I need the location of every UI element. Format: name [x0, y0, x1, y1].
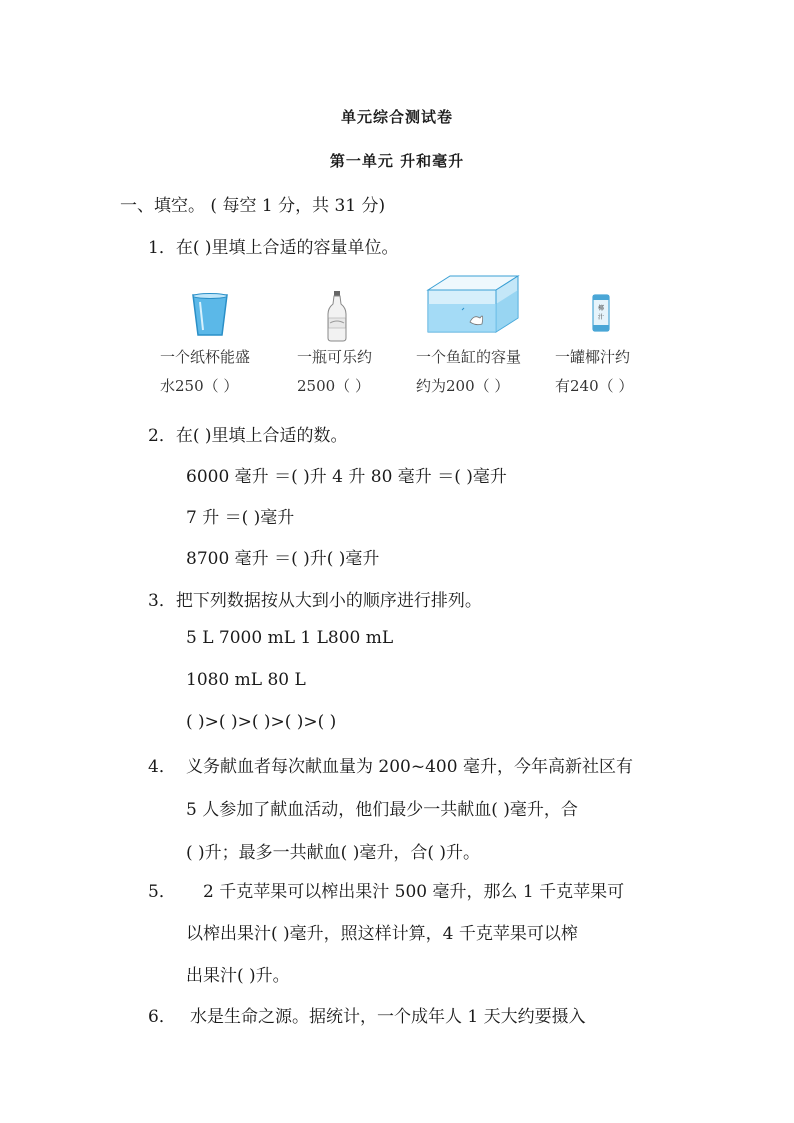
- document-subtitle: 第一单元 升和毫升: [329, 152, 465, 170]
- q4-line-1: 义务献血者每次献血量为 200~400 毫升，今年高新社区有: [186, 757, 633, 777]
- q1-item-1-line-1: 一个纸杯能盛: [160, 348, 251, 366]
- q1-item-3-line-2: 约为200（ ）: [416, 377, 510, 395]
- section-heading: 一、填空。 ( 每空 1 分，共 31 分): [120, 196, 386, 216]
- q3-line-2: 1080 mL 80 L: [186, 670, 306, 690]
- juice-can-icon: [592, 294, 610, 332]
- document-title: 单元综合测试卷: [340, 108, 453, 126]
- q1-item-1-line-2: 水250（ ）: [160, 377, 239, 395]
- q4-line-2: 5 人参加了献血活动，他们最少一共献血( )毫升，合: [186, 800, 578, 820]
- can-label-top: 椰: [597, 305, 605, 312]
- q2-line-1: 6000 毫升 ＝( )升 4 升 80 毫升 ＝( )毫升: [186, 467, 507, 487]
- q2-line-2: 7 升 ＝( )毫升: [186, 508, 295, 528]
- q1-item-3-line-1: 一个鱼缸的容量: [416, 348, 522, 366]
- cola-bottle-icon: [326, 290, 348, 342]
- can-label-bottom: 汁: [597, 314, 605, 321]
- q5-line-3: 出果汁( )升。: [186, 966, 290, 986]
- q4-line-3: ( )升；最多一共献血( )毫升，合( )升。: [186, 843, 481, 863]
- q1-item-2-line-2: 2500（ ）: [297, 377, 370, 395]
- q5-line-2: 以榨出果汁( )毫升，照这样计算，4 千克苹果可以榨: [186, 924, 578, 944]
- q5-line-1: 2 千克苹果可以榨出果汁 500 毫升，那么 1 千克苹果可: [203, 882, 625, 902]
- paper-cup-icon: [190, 292, 230, 338]
- question-5-number: 5．: [148, 882, 176, 902]
- question-6-number: 6．: [148, 1007, 176, 1027]
- question-4-number: 4．: [148, 757, 176, 777]
- question-1-stem: 1．在( )里填上合适的容量单位。: [148, 238, 399, 258]
- q6-line-1: 水是生命之源。据统计，一个成年人 1 天大约要摄入: [190, 1007, 586, 1027]
- q3-line-3: ( )>( )>( )>( )>( ): [186, 712, 337, 732]
- fish-tank-icon: [424, 274, 520, 334]
- q1-item-2-line-1: 一瓶可乐约: [297, 348, 373, 366]
- q1-item-4-line-2: 有240（ ）: [555, 377, 634, 395]
- question-3-stem: 3．把下列数据按从大到小的顺序进行排列。: [148, 591, 482, 611]
- q2-line-3: 8700 毫升 ＝( )升( )毫升: [186, 549, 380, 569]
- q1-item-4-line-1: 一罐椰汁约: [555, 348, 631, 366]
- q3-line-1: 5 L 7000 mL 1 L800 mL: [186, 628, 394, 648]
- question-2-stem: 2．在( )里填上合适的数。: [148, 426, 348, 446]
